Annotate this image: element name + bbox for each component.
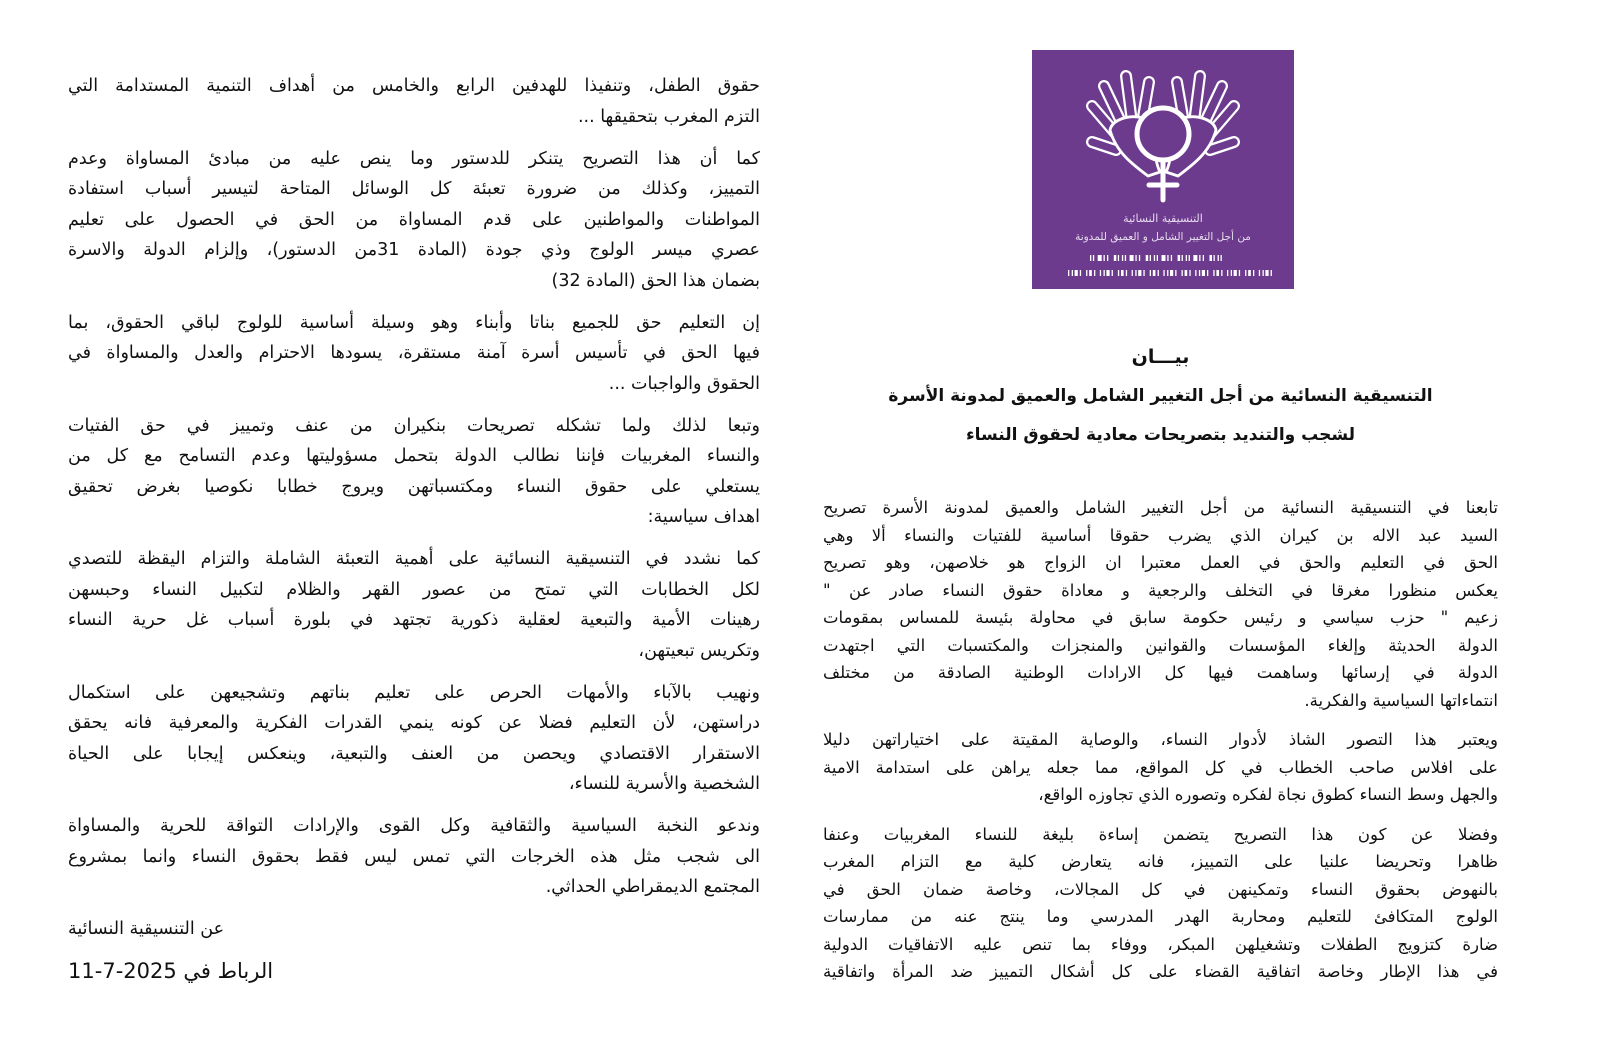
text-line: المجتمع الديمقراطي الحداثي.	[545, 877, 760, 897]
paragraph	[823, 726, 1498, 809]
text-line: ظاهرا وتحريضا علنيا على التمييز، فانه يتعارض كلية مع التزام المغرب	[823, 852, 1498, 871]
text-line: الولوج المتكافئ للتعليم ومحاربة الهدر المدرسي وما ينتج عنه من ممارسات	[823, 907, 1498, 926]
paragraph	[823, 494, 1498, 714]
text-line: التمييز، وكذلك من ضرورة تعبئة كل الوسائل المتاحة لتيسير أسباب استفادة	[68, 179, 760, 199]
text-line: ضارة كتزويج الطفلات وتشغيلهن المبكر، ووفاء بما تنص عليه الاتفاقيات الدولية	[823, 934, 1498, 954]
right-page-body	[823, 494, 1498, 998]
paragraph	[68, 144, 760, 297]
paragraph	[68, 411, 760, 533]
logo-name: التنسيقية النسائية	[1123, 212, 1203, 225]
text-line: انتماءاتها السياسية والفكرية.	[1304, 690, 1498, 710]
text-line: والجهل وسط النساء كطوق نجاة لفكره وتصوره الذي تجاوزه الواقع،	[1038, 785, 1498, 804]
text-line: الاستقرار الاقتصادي ويحصن من العنف والتبعية، وينعكس إيجابا على الحياة	[68, 743, 760, 764]
text-line: إن التعليم حق للجميع بناتا وأبناء وهو وسيلة أساسية للولوج لباقي الحقوق، بما	[68, 312, 760, 333]
text-line: يعكس منظورا مغرقا في التخلف والرجعية و معاداة حقوق النساء صادر عن "	[823, 580, 1498, 600]
statement-title: بيـــان	[1131, 346, 1190, 368]
paragraph	[68, 308, 760, 400]
organization-logo	[1032, 50, 1294, 289]
text-line: المواطنات والمواطنين على قدم المساواة من الحق في الحصول على تعليم	[68, 209, 760, 230]
text-line: عصري ميسر الولوج وذي جودة (المادة 31من الدستور)، وإلزام الدولة والاسرة	[68, 240, 760, 260]
text-line: تابعنا في التنسيقية النسائية من أجل التغيير الشامل والعميق لمدونة الأسرة تصريح	[823, 498, 1498, 517]
left-page	[68, 71, 760, 987]
text-line: زعيم " حزب سياسي و رئيس حكومة سابق في محاولة بئيسة للمساس بمقومات	[823, 608, 1498, 627]
statement-subtitle: لشجب والتنديد بتصريحات معادية لحقوق النساء	[965, 425, 1356, 445]
paragraph	[68, 811, 760, 903]
paragraph	[68, 678, 760, 800]
text-line: الى شجب مثل هذه الخرجات التي تمس ليس فقط بحقوق النساء وانما بمشروع	[68, 846, 760, 867]
paragraph	[68, 544, 760, 666]
logo-tagline: من أجل التغيير الشامل و العميق للمدونة	[1075, 231, 1251, 243]
text-line: دراستهن، لأن التعليم فضلا عن كونه ينمي القدرات الفكرية والمعرفية فانه يحقق	[68, 713, 760, 733]
text-line: يستعلي على حقوق النساء ومكتسباتهن ويروج خطابا نكوصيا بغرض تحقيق	[68, 476, 760, 497]
text-line: وتكريس تبعيتهن،	[638, 640, 760, 661]
text-line: والنساء المغربيات فإننا نطالب الدولة بتحمل مسؤوليتها وعدم التسامح مع كل من	[68, 446, 760, 466]
statement-subtitle: التنسيقية النسائية من أجل التغيير الشامل والعميق لمدونة الأسرة	[888, 386, 1433, 406]
text-line: كما نشدد في التنسيقية النسائية على أهمية التعبئة الشاملة والتزام اليقظة للتصدي	[68, 549, 760, 569]
paragraph	[68, 71, 760, 132]
text-line: بضمان هذا الحق (المادة 32)	[551, 270, 760, 291]
paragraph	[823, 821, 1498, 986]
text-line: حقوق الطفل، وتنفيذا للهدفين الرابع والخامس من أهداف التنمية المستدامة التي	[68, 76, 760, 96]
text-line: ونهيب بالآباء والأمهات الحرص على تعليم بناتهم وتشجيعهن على استكمال	[68, 682, 760, 703]
text-line: التزم المغرب بتحقيقها ...	[577, 106, 760, 127]
text-line: الدولة الحديثة وإلغاء المؤسسات والقوانين والمنجزات والمكتسبات التي اجتهدت	[823, 635, 1498, 655]
text-line: فيها الحق في تأسيس أسرة آمنة مستقرة، يسودها الاحترام والعدل والمساواة في	[68, 343, 760, 363]
text-line: وفضلا عن كون هذا التصريح يتضمن إساءة بليغة للنساء المغربيات وعنفا	[823, 824, 1498, 844]
text-line: الدولة في إرسائها وساهمت فيها كل الارادات الوطنية الصادقة من مختلف	[823, 663, 1498, 682]
text-line: وتبعا لذلك ولما تشكله تصريحات بنكيران من عنف وتمييز في حق الفتيات	[68, 415, 760, 436]
text-line: رهينات الأمية والتبعية لعقلية ذكورية تجتهد في بلورة أسباب غل حرية النساء	[68, 610, 760, 630]
text-line: الحقوق والواجبات ...	[608, 373, 760, 394]
text-line: في هذا الإطار وخاصة اتفاقية القضاء على كل أشكال التمييز ضد المرأة واتفاقية	[823, 962, 1498, 981]
text-line: اهداف سياسية:	[647, 507, 760, 527]
text-line: الحق في التعليم والحق في العمل معتبرا ان الزواج هو خلاصهن، وهو تصريح	[823, 553, 1498, 572]
text-line: لكل الخطابات التي تمتح من عصور القهر والظلام لتكبيل النساء وحبسهن	[68, 579, 760, 600]
text-line: كما أن هذا التصريح يتنكر للدستور وما ينص عليه من مبادئ المساواة وعدم	[68, 148, 760, 169]
text-line: بالنهوض بحقوق النساء وتمكينهن في كل المجالات، وخاصة ضمان الحق في	[823, 879, 1498, 899]
place-and-date: الرباط في 2025-7-11	[68, 959, 274, 983]
text-line: الشخصية والأسرية للنساء،	[568, 774, 760, 794]
signature: عن التنسيقية النسائية	[68, 919, 225, 939]
text-line: السيد عبد الاله بن كيران الذي يضرب حقوقا أساسية للفتيات والنساء ألا وهي	[823, 525, 1498, 545]
text-line: ويعتبر هذا التصور الشاذ لأدوار النساء، والوصاية المقيتة على اختياراتهن دليلا	[823, 730, 1498, 749]
text-line: على افلاس صاحب الخطاب في كل المواقع، مما جعله يراهن على استدامة الامية	[823, 757, 1498, 777]
text-line: وندعو النخبة السياسية والثقافية وكل القوى والإرادات التواقة للحرية والمساواة	[68, 816, 760, 836]
